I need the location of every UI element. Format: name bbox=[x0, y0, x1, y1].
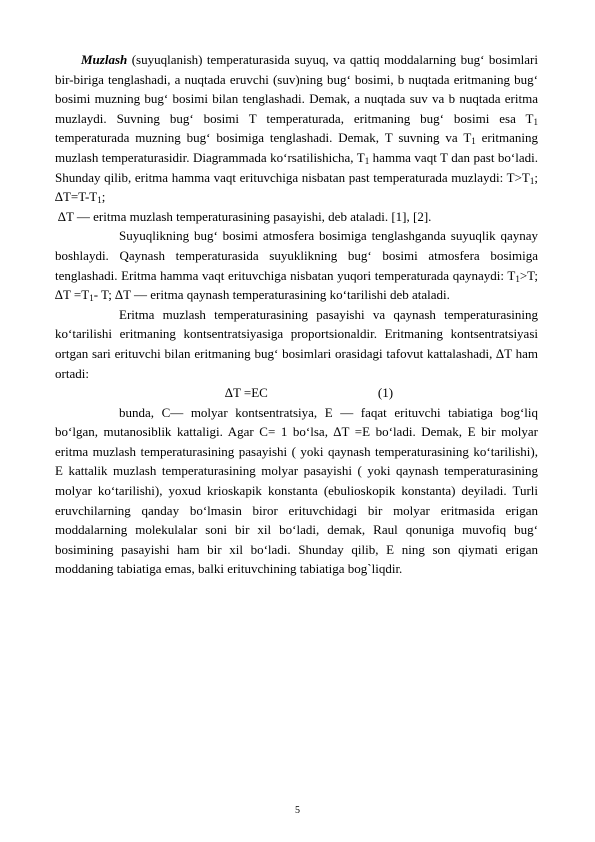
page-number: 5 bbox=[295, 805, 300, 816]
formula-expression: ∆T =EC bbox=[225, 385, 268, 401]
formula-number: (1) bbox=[377, 385, 394, 401]
paragraph-muzlash: Muzlash (suyuqlanish) temperaturasida suyuq, va qattiq moddalarning bug‘ bosimlari bir-biriga tenglashadi, a nuqtada eruvchi (suv)ning bug‘ bosimi, b nuqtada eritmaning bug‘ bosimi muzning bug‘ bosimi bilan tenglashadi. Demak, a nuqtada suv va b nuqtada eritma muzlaydi. Suvning bug‘ bosimi T temperaturada, eritmaning bug‘ bosimi esa $T_1$ temperaturada muzning bug‘ bosimiga tenglashadi. Demak, T suvning va $T_1$ eritmaning muzlash temperaturasidir. Diagrammada ko‘rsatilishicha, $T_1$ hamma vaqt T dan past bo‘ladi. Shunday qilib, eritma hamma vaqt erituvchiga nisbatan past temperaturada muzlaydi: $T>T_1$; $\Delta T=T-T_1$; bbox=[55, 52, 538, 206]
paragraph-bunda: bunda, C— molyar kontsentratsiya, E — faqat erituvchi tabiatiga bog‘liq bo‘lgan, mutanosiblik kattaligi. Agar C= 1 bo‘lsa, ∆T =E bo‘ladi. Demak, E bir molyar eritma muzlash temperaturasining pasayishi ( yoki qaynash temperaturasining ko‘tarilishi), E kattalik muzlash temperaturasining molyar pasayishi ( yoki qaynash temperaturasining molyar ko‘tarilishi), yoxud krioskapik konstanta (ebulioskopik konstanta) deyiladi. Turli eruvchilarning qanday bo‘lmasin biror erituvchidagi bir molyar eritmasida erigan moddalarning molekulalar soni bir xil bo‘ladi, demak, Raul qonuniga muvofiq bug‘ bosimining pasayishi ham bir xil bo‘ladi. Shunday qilib, E ning son qiymati erigan moddaning tabiatiga emas, balki erituvchining tabiatiga bog`liqdir. bbox=[55, 404, 538, 577]
document-page bbox=[55, 50, 538, 579]
term-muzlash: Muzlash bbox=[81, 52, 128, 67]
paragraph-delta-t-definition: ∆T — eritma muzlash temperaturasining pasayishi, deb ataladi. [1], [2]. bbox=[58, 208, 432, 224]
paragraph-kontsentratsiya: Eritma muzlash temperaturasining pasayishi va qaynash temperaturasining ko‘tarilishi eritmaning kontsentratsiyasiga proportsionaldir. Eritmaning kontsentratsiyasi ortgan sari erituvchi bilan eritmaning bug‘ bosimlari orasidagi tafovut kattalashadi, ∆T ham ortadi: bbox=[55, 306, 538, 381]
formula-line bbox=[55, 383, 538, 403]
paragraph-qaynash: Suyuqlikning bug‘ bosimi atmosfera bosimiga tenglashganda suyuqlik qaynay boshlaydi. Qaynash temperaturasida suyuklikning bug‘ bosimi atmosfera bosimiga tenglashadi. Eritma hamma vaqt erituvchiga nisbatan yuqori temperaturada qaynaydi: $T_1>T$; $\Delta T =T_1-$ T; ∆T — eritma qaynash temperaturasining ko‘tarilishi deb ataladi. bbox=[55, 228, 538, 304]
